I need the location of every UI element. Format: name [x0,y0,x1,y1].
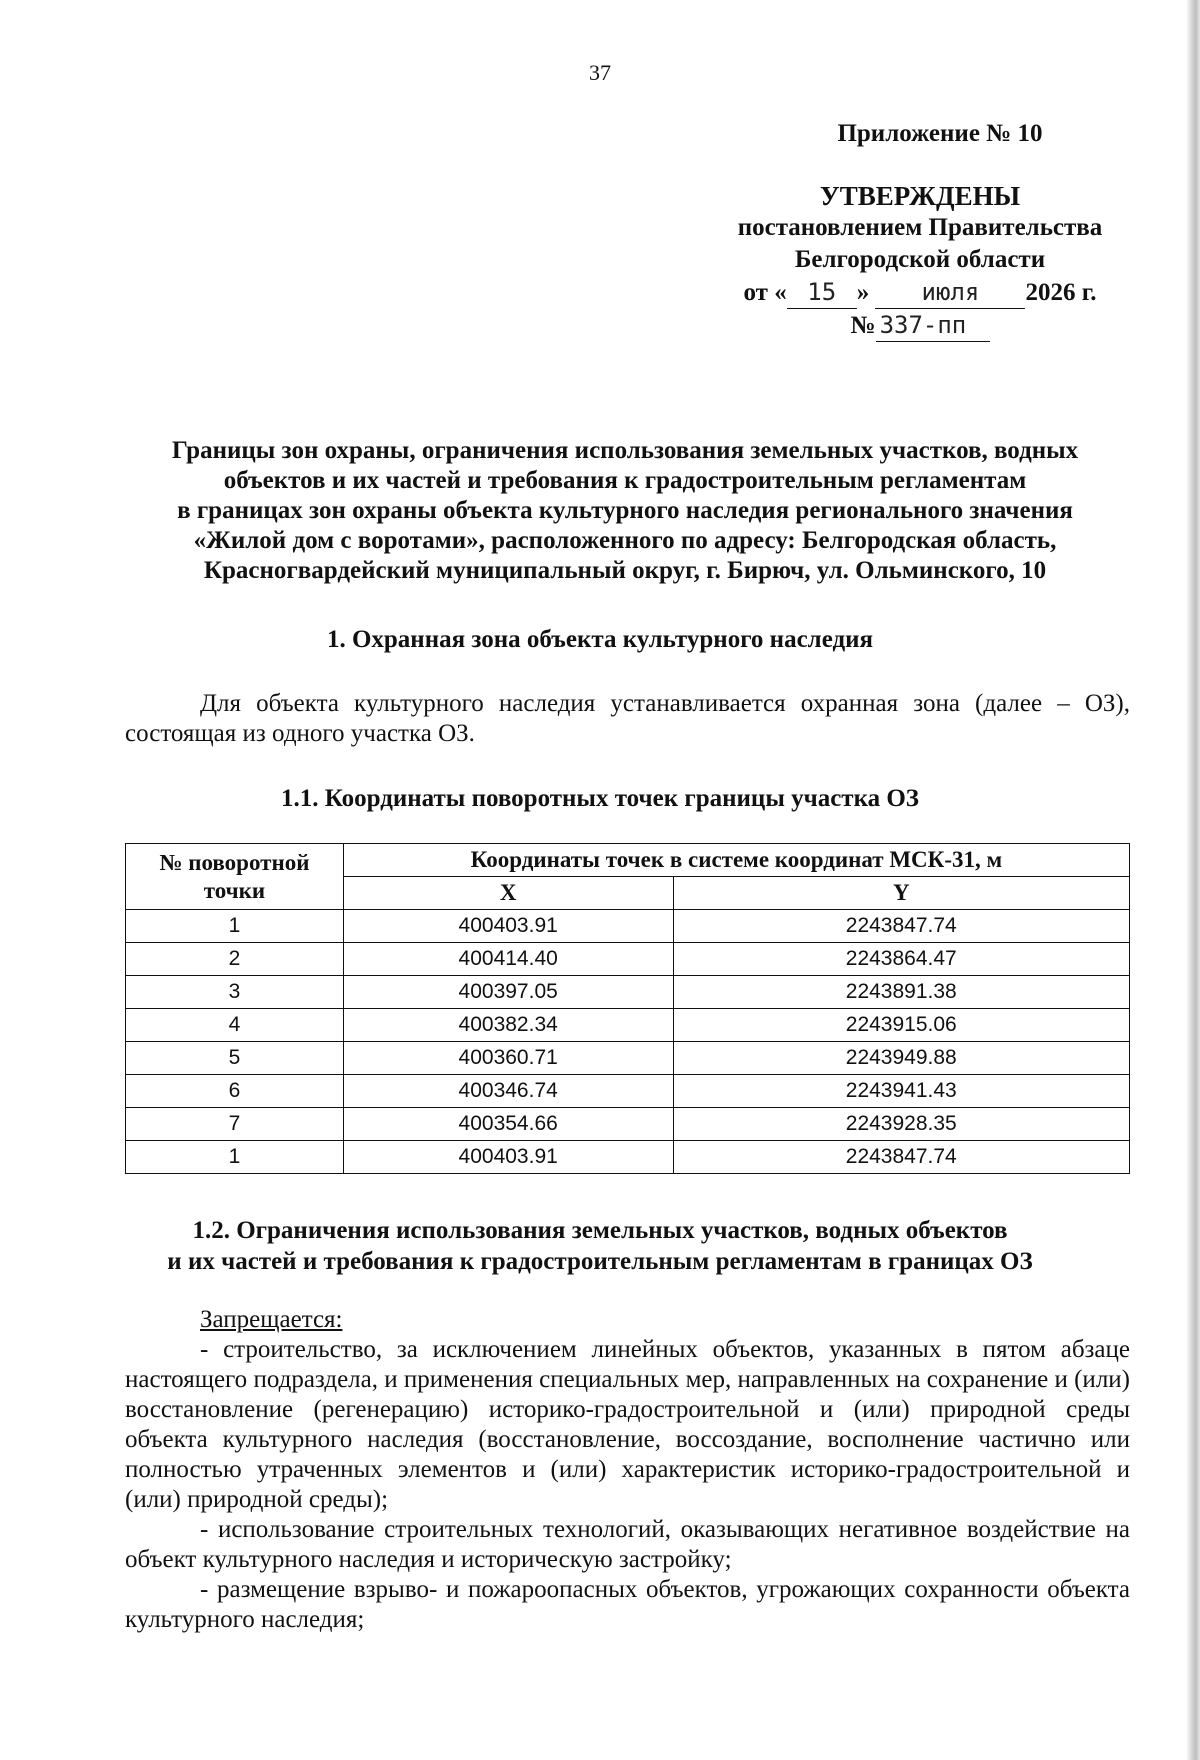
cell-y: 2243949.88 [673,1042,1130,1075]
header-coordinates: Координаты точек в системе координат МСК-31, м [343,844,1129,877]
title-line: объектов и их частей и требования к градостроительным регламентам [223,467,1027,494]
cell-point: 5 [126,1042,344,1075]
cell-point: 2 [126,943,344,976]
cell-point: 6 [126,1075,344,1108]
date-day: 15 [787,276,857,309]
title-line: Границы зон охраны, ограничения использования земельных участков, водных [171,437,1079,464]
cell-point: 7 [126,1108,344,1141]
restriction-item: - строительство, за исключением линейных объектов, указанных в пятом абзаце настоящего подраздела, и применения специальных мер, направленных на сохранение и (или) восстановление (регенерацию) историко-градостроительной и (или) природной среды объекта культурного наследия (восстановление, воссоздание, восполнение частично или полностью утраченных элементов и (или) характеристик историко-градостроительной и (или) природной среды); [125,1336,1130,1513]
date-month: июля [875,276,1025,309]
cell-x: 400414.40 [343,943,673,976]
approval-number [700,309,1140,342]
restriction-item: - использование строительных технологий, оказывающих негативное воздействие на объект культурного наследия и историческую застройку; [125,1516,1130,1573]
section-1-heading: 1. Охранная зона объекта культурного наследия [326,626,874,653]
table-row [126,1009,1130,1042]
date-mid: » [856,279,870,306]
header-y: Y [673,877,1130,910]
table-row [126,1042,1130,1075]
section-1-paragraph: Для объекта культурного наследия устанавливается охранная зона (далее – ОЗ), состоящая из одного участка ОЗ. [125,690,1130,747]
resolution-number: 337-пп [876,309,990,342]
cell-y: 2243915.06 [673,1009,1130,1042]
date-prefix: от « [743,279,787,306]
document-title [120,436,1130,586]
cell-x: 400346.74 [343,1075,673,1108]
date-year: 2026 г. [1025,279,1097,306]
cell-point: 1 [126,910,344,943]
approval-date [700,276,1140,309]
cell-y: 2243847.74 [673,910,1130,943]
restriction-item: - размещение взрыво- и пожароопасных объектов, угрожающих сохранности объекта культурного наследия; [125,1576,1130,1633]
cell-x: 400360.71 [343,1042,673,1075]
cell-x: 400354.66 [343,1108,673,1141]
cell-x: 400397.05 [343,976,673,1009]
heading-line: и их частей и требования к градостроительным регламентам в границах ОЗ [167,1248,1033,1275]
cell-y: 2243928.35 [673,1108,1130,1141]
approved-label: УТВЕРЖДЕНЫ [819,181,1021,211]
cell-y: 2243847.74 [673,1141,1130,1174]
cell-x: 400403.91 [343,1141,673,1174]
cell-point: 3 [126,976,344,1009]
cell-y: 2243864.47 [673,943,1130,976]
cell-x: 400382.34 [343,1009,673,1042]
approval-line-2: Белгородской области [794,246,1046,273]
table-row [126,1075,1130,1108]
header-x: X [343,877,673,910]
approval-block [700,118,1140,342]
number-prefix: № [850,312,876,339]
header-point-number: № поворотной точки [126,844,344,910]
forbidden-label: Запрещается: [200,1306,343,1333]
section-1-1-heading: 1.1. Координаты поворотных точек границы участка ОЗ [281,785,919,812]
title-line: Красногвардейский муниципальный округ, г. Бирюч, ул. Ольминского, 10 [203,557,1047,584]
title-line: в границах зон охраны объекта культурного наследия регионального значения [177,497,1073,524]
page-number: 37 [589,60,611,85]
table-row [126,943,1130,976]
table-row [126,976,1130,1009]
cell-point: 1 [126,1141,344,1174]
restrictions-list [125,1305,1130,1635]
table-row [126,1108,1130,1141]
annex-label: Приложение № 10 [837,120,1043,147]
cell-y: 2243891.38 [673,976,1130,1009]
table-row [126,910,1130,943]
cell-x: 400403.91 [343,910,673,943]
cell-y: 2243941.43 [673,1075,1130,1108]
approval-line-1: постановлением Правительства [737,214,1103,241]
scan-edge [1186,0,1200,1760]
heading-line: 1.2. Ограничения использования земельных участков, водных объектов [192,1217,1008,1244]
coordinates-table [125,843,1130,1174]
table-row [126,1141,1130,1174]
title-line: «Жилой дом с воротами», расположенного по адресу: Белгородская область, [193,527,1057,554]
cell-point: 4 [126,1009,344,1042]
section-1-2-heading [0,1215,1200,1277]
